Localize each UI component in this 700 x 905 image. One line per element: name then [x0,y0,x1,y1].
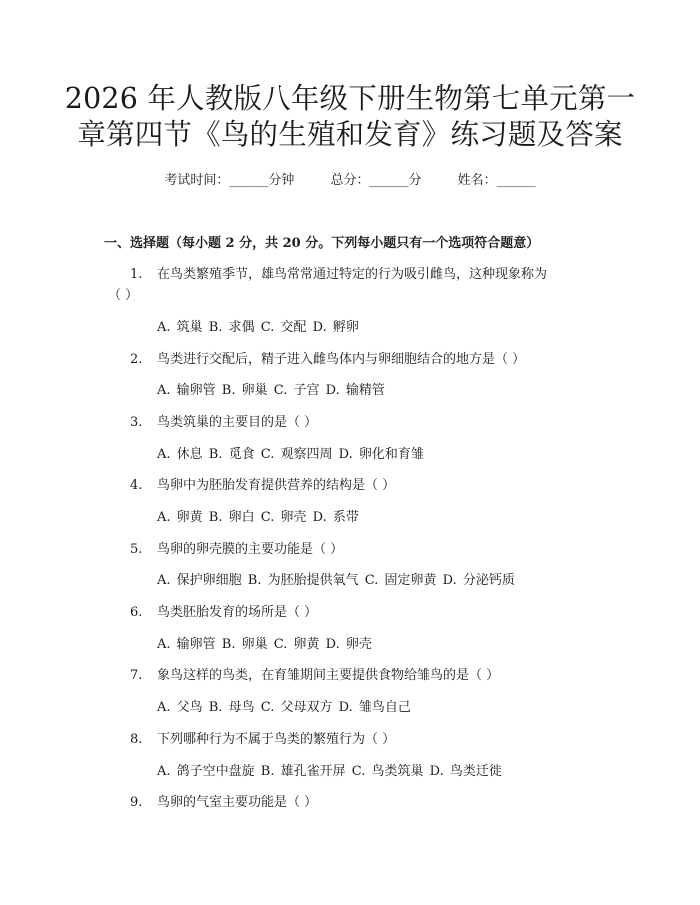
question-3 [130,411,317,430]
question-text: 下列哪种行为不属于鸟类的繁殖行为（ ） [157,732,396,747]
question-2 [130,348,525,367]
section-heading: 一、选择题（每小题 2 分，共 20 分。下列每小题只有一个选项符合题意） [104,236,540,251]
document-title-line-2: 章第四节《鸟的生殖和发育》练习题及答案 [77,118,623,151]
question-5 [130,538,343,557]
question-number: 3. [130,415,143,430]
question-text: 鸟卵的气室主要功能是（ ） [157,795,318,810]
question-text: 鸟卵中为胚胎发育提供营养的结构是（ ） [157,478,396,493]
question-number: 4. [130,478,143,493]
question-1 [130,263,547,282]
question-number: 9. [130,795,143,810]
exam-time: 考试时间：______分钟 [164,173,295,188]
question-9 [130,791,317,810]
question-5-options: A. 保护卵细胞 B. 为胚胎提供氧气 C. 固定卵黄 D. 分泌钙质 [157,573,515,588]
question-number: 7. [130,668,143,683]
question-2-options: A. 输卵管 B. 卵巢 C. 子宫 D. 输精管 [157,383,385,398]
question-7-options: A. 父鸟 B. 母鸟 C. 父母双方 D. 雏鸟自己 [157,700,411,715]
question-number: 5. [130,542,143,557]
question-text: 鸟卵的卵壳膜的主要功能是（ ） [157,542,344,557]
exam-name: 姓名：______ [457,173,536,188]
question-6 [130,601,317,620]
question-number: 8. [130,732,143,747]
question-text: 鸟类进行交配后，精子进入雌鸟体内与卵细胞结合的地方是（ ） [157,352,526,367]
question-4 [130,474,395,493]
question-number: 6. [130,605,143,620]
question-1-options: A. 筑巢 B. 求偶 C. 交配 D. 孵卵 [157,320,359,335]
question-3-options: A. 休息 B. 觅食 C. 观察四周 D. 卵化和育雏 [157,447,424,462]
question-8-options: A. 鸽子空中盘旋 B. 雄孔雀开屏 C. 鸟类筑巢 D. 鸟类迁徙 [157,764,502,779]
question-number: 2. [130,352,143,367]
question-text: 象鸟这样的鸟类，在育雏期间主要提供食物给雏鸟的是（ ） [157,668,500,683]
question-1-continuation: （ ） [108,288,139,303]
question-text: 在鸟类繁殖季节，雄鸟常常通过特定的行为吸引雌鸟，这种现象称为 [157,267,548,282]
question-text: 鸟类筑巢的主要目的是（ ） [157,415,318,430]
exam-score: 总分：______分 [330,173,422,188]
question-6-options: A. 输卵管 B. 卵巢 C. 卵黄 D. 卵壳 [157,637,372,652]
exam-info [0,169,700,188]
question-7 [130,664,499,683]
question-8 [130,728,395,747]
question-text: 鸟类胚胎发育的场所是（ ） [157,605,318,620]
document-title-line-1: 2026 年人教版八年级下册生物第七单元第一 [64,82,636,115]
question-4-options: A. 卵黄 B. 卵白 C. 卵壳 D. 系带 [157,510,359,525]
question-number: 1. [130,267,143,282]
